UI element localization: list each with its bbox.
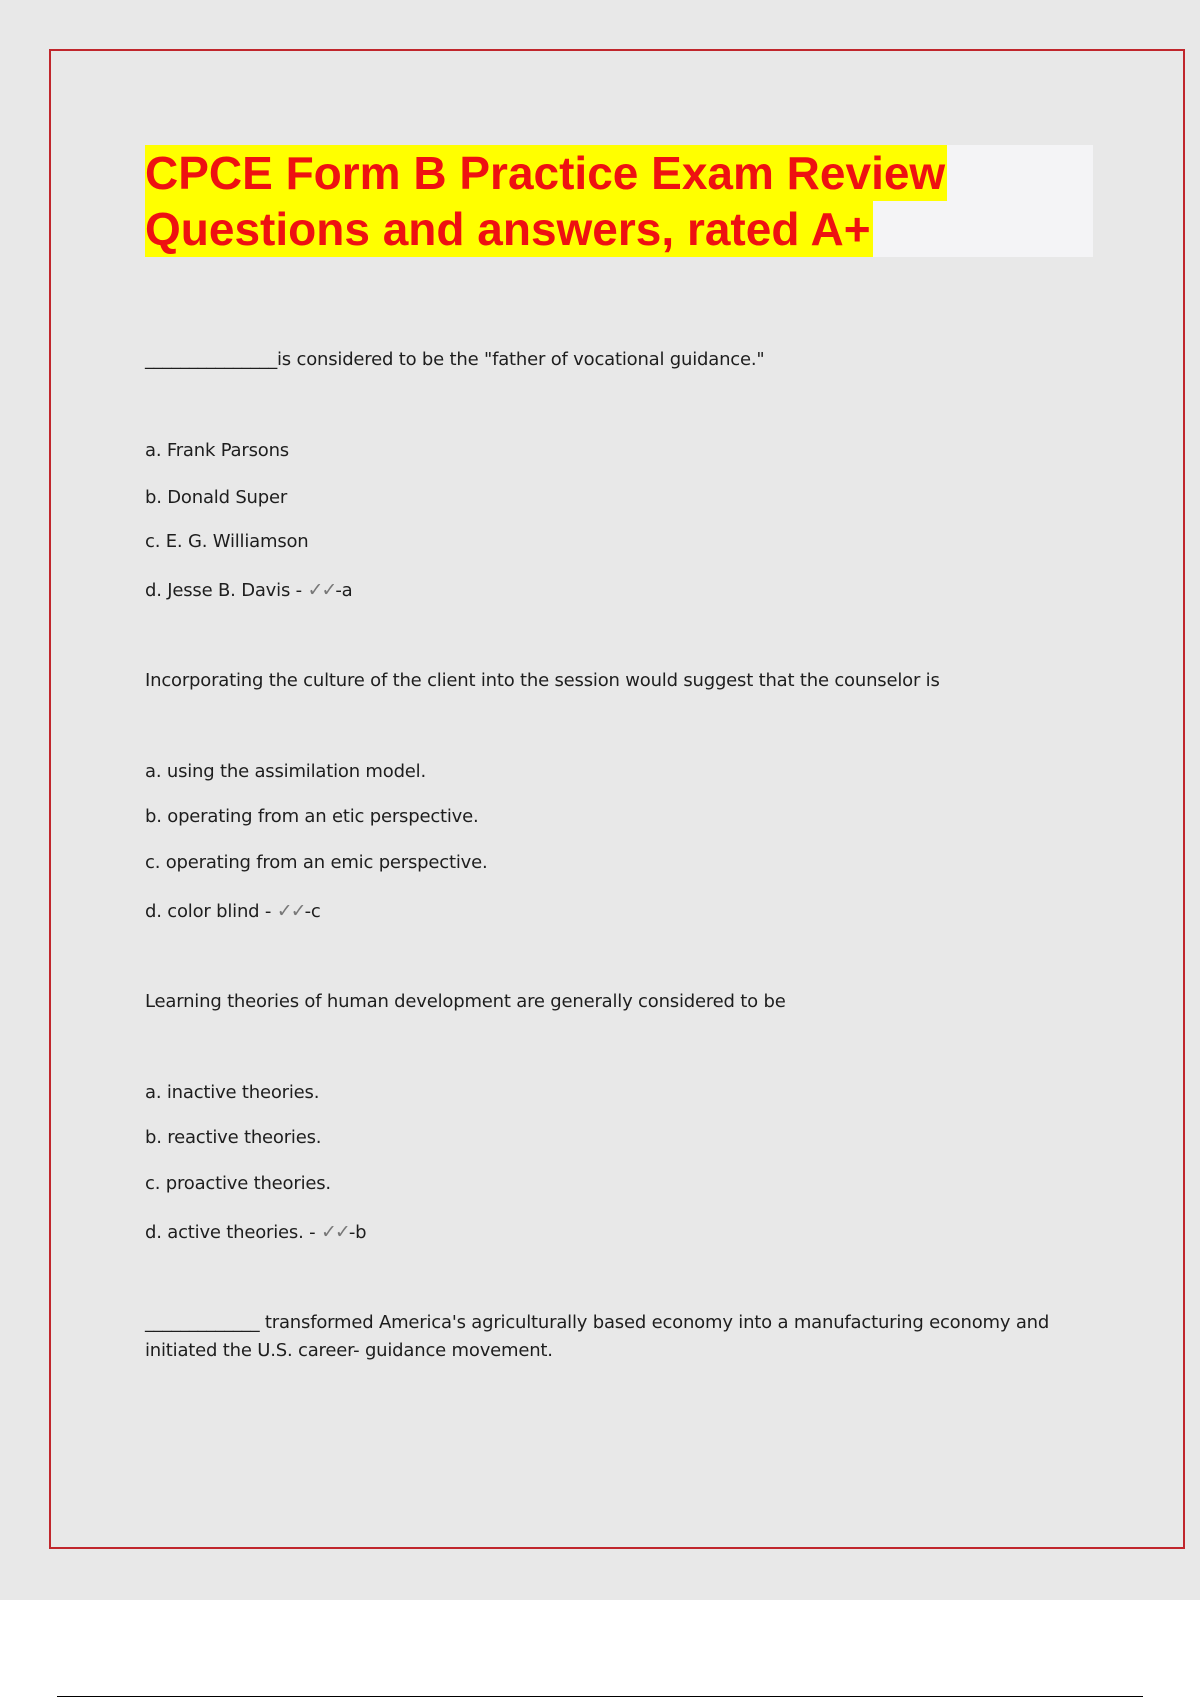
question-2-option-a: a. using the assimilation model.	[145, 761, 427, 782]
question-4-prompt: _____________ transformed America's agriculturally based economy into a manufacturing economy and initiated the U.S. career- guidance movement.	[145, 1312, 1050, 1361]
question-3-option-c: c. proactive theories.	[145, 1173, 331, 1194]
question-2-option-c: c. operating from an emic perspective.	[145, 852, 488, 873]
question-1-prompt: _______________is considered to be the "father of vocational guidance."	[145, 349, 765, 370]
document-title-line-1: CPCE Form B Practice Exam Review	[145, 147, 946, 199]
question-1-option-a: a. Frank Parsons	[145, 440, 289, 461]
double-check-icon: ✓✓	[276, 900, 305, 922]
question-1-option-b: b. Donald Super	[145, 487, 288, 508]
question-3-option-b: b. reactive theories.	[145, 1127, 322, 1148]
question-1-option-d-label: d. Jesse B. Davis -	[145, 580, 302, 601]
question-2-option-d-label: d. color blind -	[145, 901, 272, 922]
question-2-option-b: b. operating from an etic perspective.	[145, 806, 479, 827]
footer-divider	[57, 1696, 1143, 1697]
question-2-answer: -c	[304, 901, 321, 922]
question-3-option-d-label: d. active theories. -	[145, 1222, 316, 1243]
double-check-icon: ✓✓	[307, 579, 336, 601]
question-3-prompt: Learning theories of human development are generally considered to be	[145, 991, 786, 1012]
question-3-option-a: a. inactive theories.	[145, 1082, 320, 1103]
double-check-icon: ✓✓	[320, 1221, 349, 1243]
question-2-prompt: Incorporating the culture of the client into the session would suggest that the counselor is	[145, 670, 940, 691]
question-1-option-c: c. E. G. Williamson	[145, 531, 309, 552]
document-title-line-2: Questions and answers, rated A+	[145, 203, 871, 255]
question-1-option-d	[145, 576, 352, 605]
question-3-option-d	[145, 1218, 366, 1247]
question-1-answer: -a	[335, 580, 353, 601]
question-3-answer: -b	[348, 1222, 367, 1243]
question-2-option-d	[145, 897, 321, 926]
